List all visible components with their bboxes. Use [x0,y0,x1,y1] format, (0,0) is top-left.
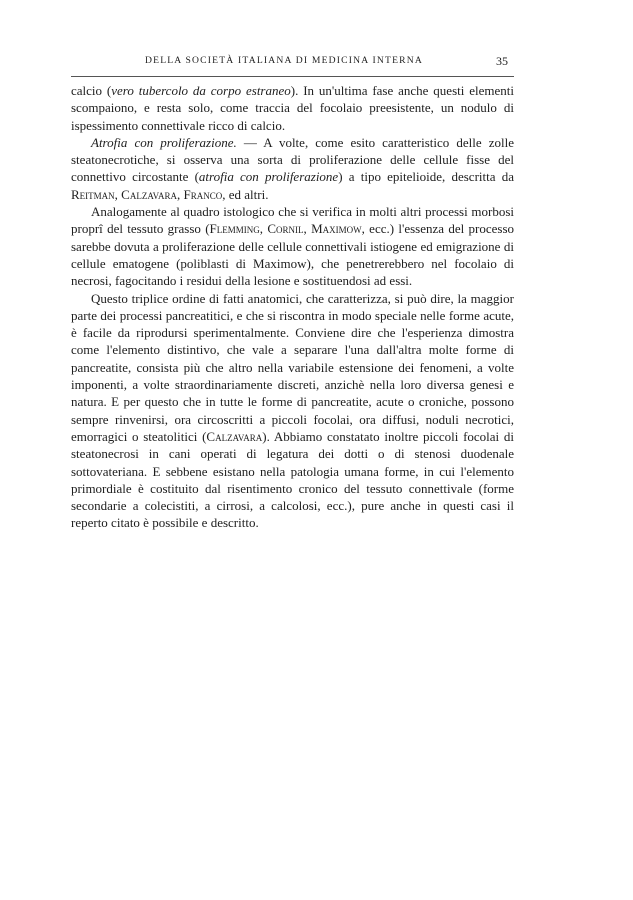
p3-author-cornil: Cornil [267,221,304,237]
p3-sep-2: , [303,221,312,237]
p3-sep-1: , [259,221,268,237]
paragraph-4 [71,290,514,532]
page-header [0,54,633,74]
p3-text-2: , ecc.) l'essenza del processo sarebbe dovuta a proliferazione delle cellule connettivali istiogene ed emigrazione di cellule ematogene (poliblasti di Maximow), che penetrerebbero nel focolaio di necrosi, fagocitando i residui della lesione e sostituendosi ad essi. [71,221,515,289]
p2-text-2: ) a tipo epitelioide, descritta da [338,169,514,185]
p1-italic-term: vero tubercolo da corpo estraneo [111,83,291,98]
p2-text-1: — A volte, come esito caratteristico delle zolle steatonecrotiche, si osserva una sorta di proliferazione delle cellule fisse del connettivo circostante ( [71,134,514,185]
p2-author-calzavara: Calzavara [121,186,178,202]
p4-text-2: ). Abbiamo constatato inoltre piccoli focolai di steatonecrosi in cani operati di legatura dei dotti o di stenosi duodenale sottovateriana. E sebbene esistano nella patologia umana forme, in cui l'elemento primordiale è costituito dal risentimento cronico del tessuto connettivale (forme secondarie a colecistiti, a cirrosi, a calcolosi, ecc.), pure anche in questi casi il reperto citato è possibile e descritto. [71,428,514,531]
p4-author-calzavara: Calzavara [206,428,263,444]
paragraph-1 [71,82,514,134]
body-text [71,82,514,532]
p3-author-flemming: Flemming [209,221,260,237]
p2-sep-1: , [114,186,122,202]
p2-author-reitman: Reitman [71,186,115,202]
p2-italic-term: atrofia con proliferazione [198,169,339,185]
p2-text-3: , ed altri. [222,186,269,202]
p3-author-maximow: Maximow [311,221,362,237]
paragraph-3 [71,203,514,289]
header-rule [71,76,514,77]
page-number: 35 [496,54,508,68]
running-head: DELLA SOCIETÀ ITALIANA DI MEDICINA INTERNA [145,55,423,66]
p2-author-franco: Franco [183,186,223,202]
p2-sep-2: , [177,186,184,202]
p1-text-post: ). In un'ultima fase anche questi elementi scompaiono, e resta solo, come traccia del focolaio preesistente, un nodulo di ispessimento connettivale ricco di calcio. [71,83,514,133]
p4-text-1: Questo triplice ordine di fatti anatomici, che caratterizza, si può dire, la maggior parte dei processi pancreatitici, e che si riscontra in modo speciale nelle forme acute, è facile da riprodursi sperimentalmente. Conviene dire che l'esperienza dimostra come l'elemento distintivo, che vale a separare l'una dall'altra molte forme di pancreatite, consista più che altro nella variabile estensione dei fenomeni, a volte imponenti, a volte straordinariamente discreti, anzichè nella loro diversa genesi e natura. E per questo che in tutte le forme di pancreatite, acute o croniche, possono sempre rinvenirsi, ora circoscritti a piccoli focolai, ora diffusi, noduli necrotici, emorragici o steatolitici ( [71,290,514,444]
p3-text-1: Analogamente al quadro istologico che si verifica in molti altri processi morbosi proprî del tessuto grasso ( [71,204,514,237]
p1-text-pre: calcio ( [71,83,112,98]
paragraph-2 [71,134,514,203]
p2-section-heading: Atrofia con proliferazione. [91,134,237,150]
